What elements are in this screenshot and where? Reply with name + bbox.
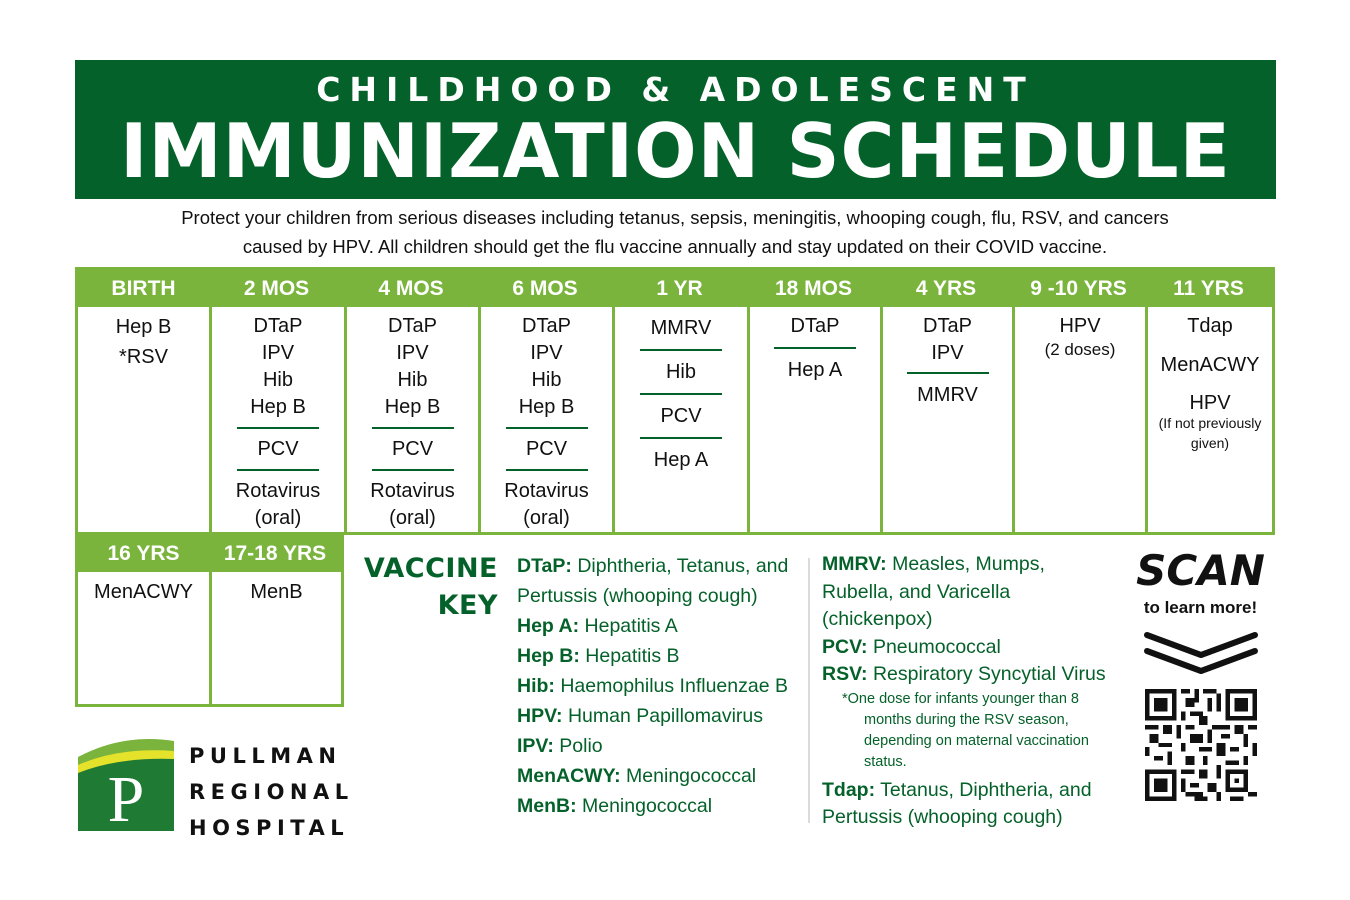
scan-title: SCAN <box>1136 546 1265 595</box>
vaccine-item: Rotavirus <box>370 480 455 502</box>
vaccine-item: HPV <box>1059 315 1101 337</box>
key-entry: DTaP: Diphtheria, Tetanus, and Pertussis (whooping cough) <box>517 555 789 607</box>
group-divider <box>237 427 319 429</box>
vaccine-item: PCV <box>391 438 434 460</box>
key-entry: Hep A: Hepatitis A <box>517 615 678 637</box>
pullman-logo-mark <box>78 737 174 831</box>
vaccine-item: Hib <box>397 369 428 391</box>
column-header: 17-18 YRS <box>223 542 327 565</box>
group-divider <box>506 427 588 429</box>
intro-line-1: Protect your children from serious diseases including tetanus, sepsis, meningitis, whooping cough, flu, RSV, and cancers <box>181 207 1169 228</box>
vaccine-item: PCV <box>525 438 568 460</box>
vaccine-item: Tdap <box>1187 315 1233 337</box>
column-18-mos <box>747 270 880 532</box>
vaccine-item: Hep A <box>653 449 709 471</box>
key-entry: PCV: Pneumococcal <box>822 635 1001 658</box>
column-header: 4 MOS <box>378 277 444 300</box>
vaccine-item: Hib <box>262 369 293 391</box>
scan-callout <box>1128 545 1273 801</box>
column-16-yrs <box>78 535 209 704</box>
vaccine-item: MMRV <box>917 384 978 406</box>
column-header: 2 MOS <box>243 277 310 300</box>
scan-subtitle: to learn more! <box>1143 598 1258 617</box>
column-1-yr <box>612 270 747 532</box>
vaccine-item: Hib <box>665 361 696 383</box>
group-divider <box>237 469 319 471</box>
vaccine-item: IPV <box>530 342 563 364</box>
hospital-name: PULLMAN REGIONAL HOSPITAL <box>189 744 354 840</box>
vaccine-item: IPV <box>931 342 964 364</box>
key-entry: Hib: Haemophilus Influenzae B <box>517 675 788 697</box>
vaccine-item: PCV <box>660 405 702 427</box>
vaccine-item: Hib <box>531 369 562 391</box>
schedule-table <box>75 267 1275 535</box>
group-divider <box>774 347 856 349</box>
vaccine-item: (oral) <box>389 507 436 529</box>
group-divider <box>372 427 454 429</box>
vaccine-item: DTaP <box>253 315 303 337</box>
key-entry: Tdap: Tetanus, Diphtheria, and Pertussis (whooping cough) <box>822 778 1092 828</box>
banner-subtitle: CHILDHOOD & ADOLESCENT <box>316 70 1035 109</box>
vaccine-item: MenB <box>250 581 303 603</box>
vaccine-item: DTaP <box>790 315 840 337</box>
vaccine-item: DTaP <box>923 315 972 337</box>
vaccine-item: Hep A <box>787 359 843 381</box>
column-header: 18 MOS <box>774 277 853 300</box>
column-9-10-yrs <box>1012 270 1145 532</box>
intro-line-2: caused by HPV. All children should get the flu vaccine annually and stay updated on their COVID vaccine. <box>242 236 1108 257</box>
column-header: 9 -10 YRS <box>1030 277 1127 300</box>
vaccine-item: Hep B <box>518 396 575 418</box>
group-divider <box>640 349 722 351</box>
vaccine-key-right <box>822 551 1112 832</box>
column-header: 16 YRS <box>107 542 180 565</box>
key-divider <box>808 558 810 823</box>
vaccine-key-left <box>517 551 807 821</box>
vaccine-item: MenACWY <box>1160 354 1260 376</box>
group-divider <box>506 469 588 471</box>
group-divider <box>372 469 454 471</box>
hpv-note: (If not previously given) <box>1158 415 1262 451</box>
key-entry: IPV: Polio <box>517 735 603 757</box>
key-entry: Hep B: Hepatitis B <box>517 645 680 667</box>
key-entry: MMRV: Measles, Mumps, Rubella, and Varicella (chickenpox) <box>822 553 1045 630</box>
vaccine-item: DTaP <box>522 315 571 337</box>
title-banner <box>75 60 1276 199</box>
vaccine-item: Rotavirus <box>504 480 589 502</box>
vaccine-item: MenACWY <box>94 581 193 603</box>
vaccine-item: (oral) <box>523 507 570 529</box>
vaccine-item: Hep B <box>250 396 306 418</box>
banner-title: IMMUNIZATION SCHEDULE <box>120 107 1231 195</box>
vaccine-item: HPV <box>1189 392 1231 414</box>
column-header: BIRTH <box>111 277 176 300</box>
svg-text:P: P <box>107 763 145 831</box>
column-birth <box>78 270 209 532</box>
vaccine-item: IPV <box>396 342 429 364</box>
column-4-mos <box>344 270 478 532</box>
teen-schedule-table <box>75 535 344 707</box>
column-4-yrs <box>880 270 1012 532</box>
group-divider <box>640 437 722 439</box>
column-header: 4 YRS <box>915 277 977 300</box>
vaccine-key-title: VACCINE KEY <box>363 553 498 621</box>
qr-code[interactable] <box>1145 689 1257 801</box>
rsv-footnote: *One dose for infants younger than 8 months during the RSV season, depending on maternal vaccination status. <box>842 690 1089 770</box>
vaccine-item: *RSV <box>119 346 168 368</box>
vaccine-item: Hep B <box>115 316 172 338</box>
vaccine-item: DTaP <box>388 315 437 337</box>
group-divider <box>907 372 989 374</box>
dose-note: (2 doses) <box>1044 340 1116 359</box>
column-header: 11 YRS <box>1173 277 1244 300</box>
key-entry: MenACWY: Meningococcal <box>517 765 757 787</box>
column-header: 1 YR <box>656 277 703 300</box>
column-11-yrs <box>1145 270 1272 532</box>
column-header: 6 MOS <box>512 277 578 300</box>
vaccine-item: Rotavirus <box>235 480 321 502</box>
vaccine-item: IPV <box>261 342 295 364</box>
double-chevron-down-icon <box>1141 629 1261 677</box>
column-2-mos <box>209 270 344 532</box>
vaccine-item: Hep B <box>384 396 441 418</box>
key-entry: MenB: Meningococcal <box>517 795 713 817</box>
key-entry: RSV: Respiratory Syncytial Virus <box>822 663 1106 685</box>
group-divider <box>640 393 722 395</box>
intro-paragraph <box>100 203 1250 261</box>
column-6-mos <box>478 270 612 532</box>
column-17-18-yrs <box>209 535 341 704</box>
key-entry: HPV: Human Papillomavirus <box>517 705 764 727</box>
vaccine-item: MMRV <box>650 317 712 339</box>
vaccine-item: (oral) <box>254 507 302 529</box>
vaccine-item: PCV <box>257 438 299 460</box>
